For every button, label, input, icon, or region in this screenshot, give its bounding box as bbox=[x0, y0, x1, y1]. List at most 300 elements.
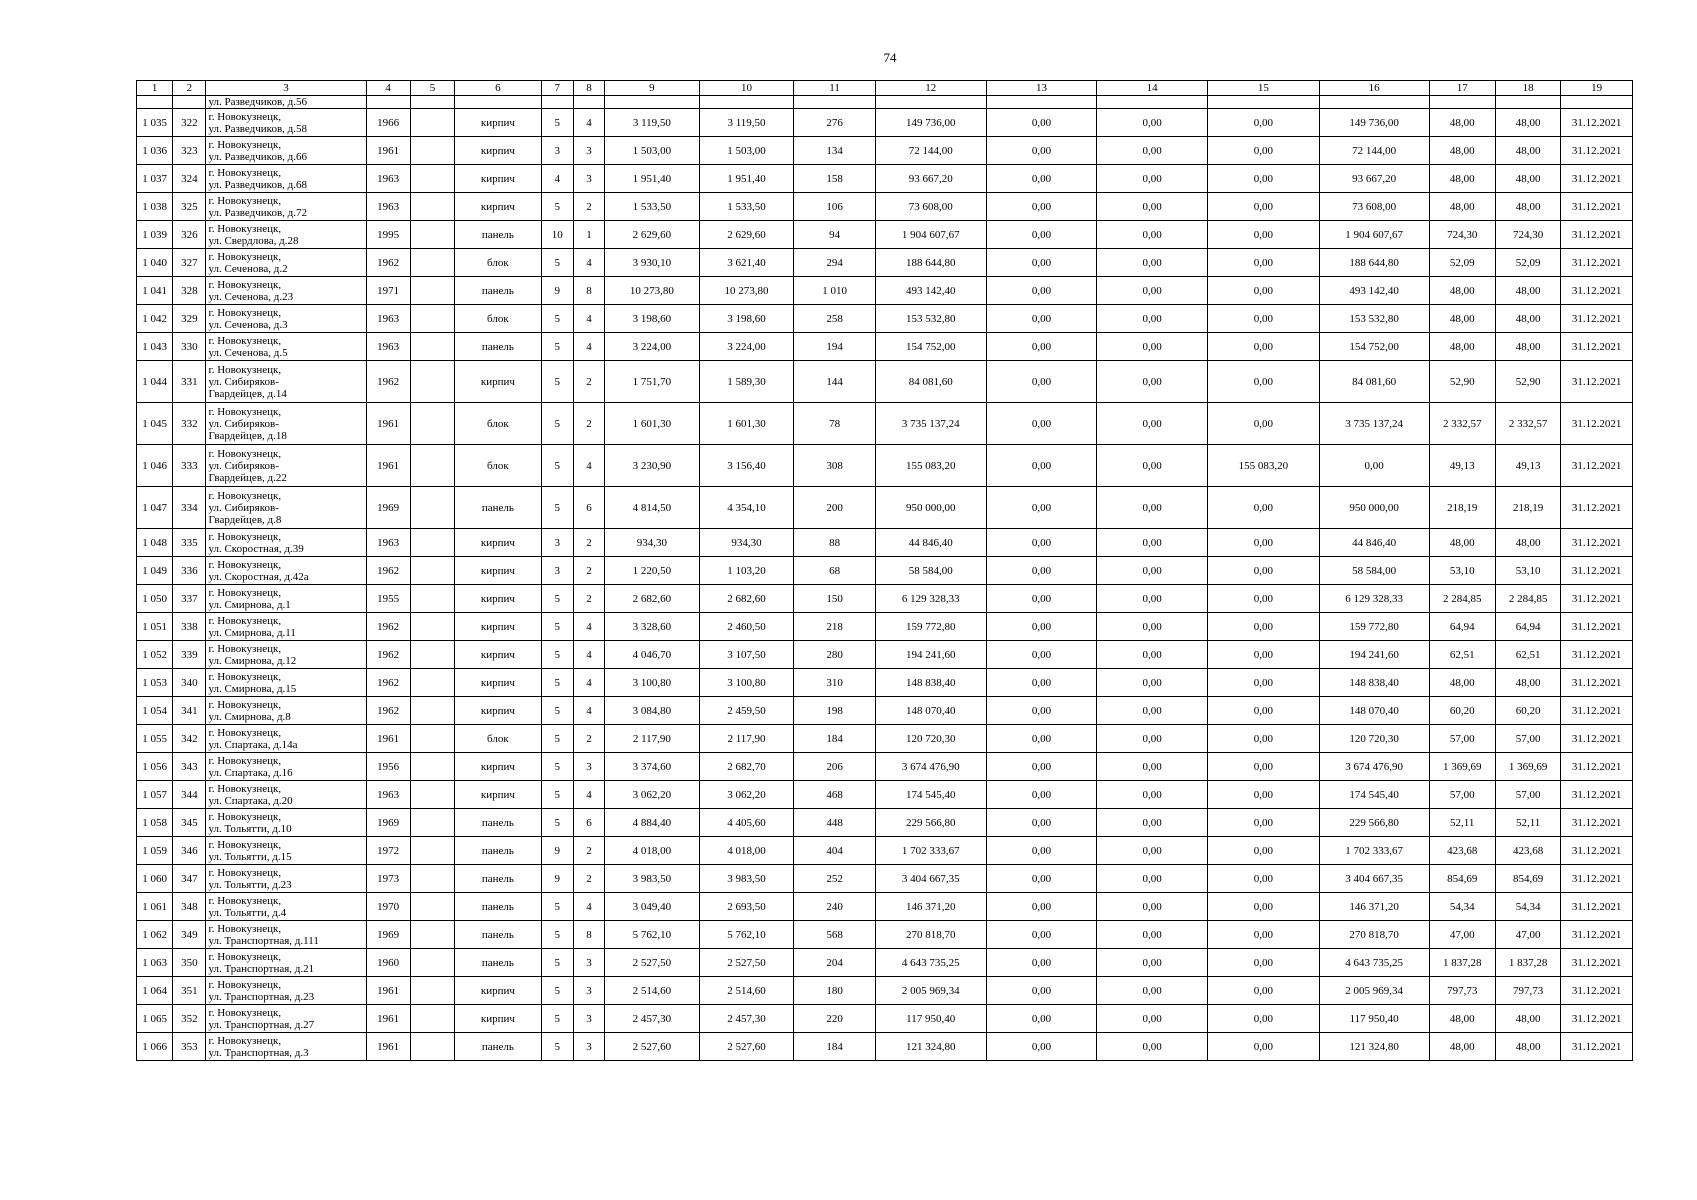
cell-col-2: 328 bbox=[173, 277, 206, 305]
cell-col-14: 0,00 bbox=[1097, 641, 1208, 669]
cell-col-12: 149 736,00 bbox=[875, 109, 986, 137]
cell-col-12: 84 081,60 bbox=[875, 361, 986, 403]
column-header-1: 1 bbox=[137, 81, 173, 96]
cell-col-9: 3 230,90 bbox=[605, 445, 700, 487]
cell-col-1: 1 063 bbox=[137, 949, 173, 977]
cell-col-16: 6 129 328,33 bbox=[1319, 585, 1429, 613]
cell-col-6: панель bbox=[455, 487, 542, 529]
column-header-2: 2 bbox=[173, 81, 206, 96]
cell-col-1: 1 035 bbox=[137, 109, 173, 137]
cell-col-15: 0,00 bbox=[1208, 193, 1320, 221]
cell-col-15: 0,00 bbox=[1208, 305, 1320, 333]
cell-col-1: 1 054 bbox=[137, 697, 173, 725]
cell-col-5 bbox=[410, 893, 454, 921]
cell-col-10: 3 119,50 bbox=[699, 109, 794, 137]
cell-col-9: 2 457,30 bbox=[605, 1005, 700, 1033]
cell-col-15 bbox=[1208, 96, 1320, 109]
cell-col-18: 48,00 bbox=[1495, 277, 1560, 305]
table-row bbox=[137, 669, 1633, 697]
cell-col-7: 5 bbox=[541, 333, 573, 361]
cell-col-9: 2 527,50 bbox=[605, 949, 700, 977]
cell-col-7: 5 bbox=[541, 445, 573, 487]
cell-col-18: 48,00 bbox=[1495, 165, 1560, 193]
cell-col-1: 1 046 bbox=[137, 445, 173, 487]
cell-col-7: 5 bbox=[541, 977, 573, 1005]
cell-col-9: 4 046,70 bbox=[605, 641, 700, 669]
cell-col-18: 48,00 bbox=[1495, 529, 1560, 557]
cell-col-19: 31.12.2021 bbox=[1561, 487, 1633, 529]
cell-col-6: блок bbox=[455, 445, 542, 487]
cell-col-12: 154 752,00 bbox=[875, 333, 986, 361]
cell-col-12: 3 404 667,35 bbox=[875, 865, 986, 893]
cell-col-18: 62,51 bbox=[1495, 641, 1560, 669]
cell-col-3: г. Новокузнецк, ул. Транспортная, д.3 bbox=[206, 1033, 366, 1061]
cell-col-8: 4 bbox=[573, 249, 604, 277]
cell-col-9: 1 951,40 bbox=[605, 165, 700, 193]
cell-col-15: 0,00 bbox=[1208, 921, 1320, 949]
cell-col-3: г. Новокузнецк, ул. Сибиряков- Гвардейцев, д.14 bbox=[206, 361, 366, 403]
cell-col-6: кирпич bbox=[455, 977, 542, 1005]
cell-col-6: панель bbox=[455, 1033, 542, 1061]
cell-col-8: 4 bbox=[573, 109, 604, 137]
cell-col-19: 31.12.2021 bbox=[1561, 109, 1633, 137]
cell-col-4: 1963 bbox=[366, 305, 410, 333]
cell-col-6: кирпич bbox=[455, 361, 542, 403]
cell-col-18: 48,00 bbox=[1495, 669, 1560, 697]
cell-col-13 bbox=[986, 96, 1097, 109]
table-body bbox=[137, 96, 1633, 1061]
cell-col-12: 270 818,70 bbox=[875, 921, 986, 949]
cell-col-1: 1 039 bbox=[137, 221, 173, 249]
cell-col-11: 294 bbox=[794, 249, 876, 277]
cell-col-9: 2 629,60 bbox=[605, 221, 700, 249]
cell-col-19: 31.12.2021 bbox=[1561, 137, 1633, 165]
cell-col-2: 325 bbox=[173, 193, 206, 221]
cell-col-14: 0,00 bbox=[1097, 781, 1208, 809]
cell-col-16: 194 241,60 bbox=[1319, 641, 1429, 669]
cell-col-11: 252 bbox=[794, 865, 876, 893]
cell-col-5 bbox=[410, 557, 454, 585]
cell-col-11: 310 bbox=[794, 669, 876, 697]
cell-col-13: 0,00 bbox=[986, 277, 1097, 305]
cell-col-6: кирпич bbox=[455, 641, 542, 669]
cell-col-19: 31.12.2021 bbox=[1561, 669, 1633, 697]
cell-col-5 bbox=[410, 221, 454, 249]
cell-col-18: 48,00 bbox=[1495, 305, 1560, 333]
cell-col-3: г. Новокузнецк, ул. Сибиряков- Гвардейцев, д.22 bbox=[206, 445, 366, 487]
cell-col-17: 52,90 bbox=[1429, 361, 1495, 403]
cell-col-9: 3 930,10 bbox=[605, 249, 700, 277]
cell-col-18: 48,00 bbox=[1495, 109, 1560, 137]
cell-col-11: 568 bbox=[794, 921, 876, 949]
cell-col-2: 341 bbox=[173, 697, 206, 725]
table-row bbox=[137, 697, 1633, 725]
cell-col-5 bbox=[410, 641, 454, 669]
cell-col-5 bbox=[410, 109, 454, 137]
cell-col-11: 404 bbox=[794, 837, 876, 865]
cell-col-16: 3 404 667,35 bbox=[1319, 865, 1429, 893]
cell-col-8: 4 bbox=[573, 697, 604, 725]
cell-col-17: 48,00 bbox=[1429, 193, 1495, 221]
cell-col-3: г. Новокузнецк, ул. Смирнова, д.11 bbox=[206, 613, 366, 641]
cell-col-6: кирпич bbox=[455, 781, 542, 809]
column-header-15: 15 bbox=[1208, 81, 1320, 96]
cell-col-2: 327 bbox=[173, 249, 206, 277]
cell-col-13: 0,00 bbox=[986, 557, 1097, 585]
cell-col-15: 0,00 bbox=[1208, 697, 1320, 725]
cell-col-15: 0,00 bbox=[1208, 641, 1320, 669]
cell-col-6: панель bbox=[455, 893, 542, 921]
table-row bbox=[137, 165, 1633, 193]
cell-col-14: 0,00 bbox=[1097, 137, 1208, 165]
cell-col-15: 0,00 bbox=[1208, 403, 1320, 445]
cell-col-8: 4 bbox=[573, 893, 604, 921]
cell-col-14: 0,00 bbox=[1097, 557, 1208, 585]
cell-col-2: 326 bbox=[173, 221, 206, 249]
cell-col-15: 0,00 bbox=[1208, 487, 1320, 529]
cell-col-5 bbox=[410, 837, 454, 865]
cell-col-2: 351 bbox=[173, 977, 206, 1005]
cell-col-10: 2 682,60 bbox=[699, 585, 794, 613]
cell-col-12: 155 083,20 bbox=[875, 445, 986, 487]
cell-col-9: 3 328,60 bbox=[605, 613, 700, 641]
cell-col-4: 1963 bbox=[366, 193, 410, 221]
cell-col-5 bbox=[410, 487, 454, 529]
cell-col-5 bbox=[410, 403, 454, 445]
cell-col-14: 0,00 bbox=[1097, 837, 1208, 865]
table-row bbox=[137, 249, 1633, 277]
cell-col-8: 3 bbox=[573, 137, 604, 165]
cell-col-4: 1961 bbox=[366, 1033, 410, 1061]
cell-col-3: г. Новокузнецк, ул. Спартака, д.14а bbox=[206, 725, 366, 753]
cell-col-12: 3 674 476,90 bbox=[875, 753, 986, 781]
cell-col-13: 0,00 bbox=[986, 865, 1097, 893]
cell-col-17: 797,73 bbox=[1429, 977, 1495, 1005]
cell-col-9: 5 762,10 bbox=[605, 921, 700, 949]
cell-col-12: 493 142,40 bbox=[875, 277, 986, 305]
cell-col-7: 9 bbox=[541, 277, 573, 305]
cell-col-4: 1995 bbox=[366, 221, 410, 249]
cell-col-18: 48,00 bbox=[1495, 137, 1560, 165]
cell-col-12: 6 129 328,33 bbox=[875, 585, 986, 613]
cell-col-15: 0,00 bbox=[1208, 333, 1320, 361]
cell-col-2: 331 bbox=[173, 361, 206, 403]
cell-col-18: 797,73 bbox=[1495, 977, 1560, 1005]
cell-col-12: 148 070,40 bbox=[875, 697, 986, 725]
cell-col-3: г. Новокузнецк, ул. Сибиряков- Гвардейцев, д.8 bbox=[206, 487, 366, 529]
cell-col-18: 48,00 bbox=[1495, 1005, 1560, 1033]
cell-col-18: 53,10 bbox=[1495, 557, 1560, 585]
table-row bbox=[137, 893, 1633, 921]
cell-col-3: г. Новокузнецк, ул. Сеченова, д.3 bbox=[206, 305, 366, 333]
cell-col-7: 5 bbox=[541, 949, 573, 977]
cell-col-2: 347 bbox=[173, 865, 206, 893]
cell-col-4: 1971 bbox=[366, 277, 410, 305]
cell-col-15: 0,00 bbox=[1208, 137, 1320, 165]
cell-col-2: 343 bbox=[173, 753, 206, 781]
cell-col-16: 148 070,40 bbox=[1319, 697, 1429, 725]
cell-col-17: 423,68 bbox=[1429, 837, 1495, 865]
table-row bbox=[137, 585, 1633, 613]
cell-col-16: 72 144,00 bbox=[1319, 137, 1429, 165]
cell-col-9: 4 884,40 bbox=[605, 809, 700, 837]
cell-col-13: 0,00 bbox=[986, 669, 1097, 697]
cell-col-5 bbox=[410, 781, 454, 809]
cell-col-17: 62,51 bbox=[1429, 641, 1495, 669]
cell-col-8: 3 bbox=[573, 949, 604, 977]
cell-col-16: 120 720,30 bbox=[1319, 725, 1429, 753]
cell-col-3: г. Новокузнецк, ул. Разведчиков, д.68 bbox=[206, 165, 366, 193]
cell-col-9: 10 273,80 bbox=[605, 277, 700, 305]
cell-col-3: г. Новокузнецк, ул. Разведчиков, д.66 bbox=[206, 137, 366, 165]
cell-col-15: 0,00 bbox=[1208, 669, 1320, 697]
cell-col-18: 2 284,85 bbox=[1495, 585, 1560, 613]
cell-col-6: кирпич bbox=[455, 557, 542, 585]
cell-col-4: 1962 bbox=[366, 697, 410, 725]
cell-col-11: 134 bbox=[794, 137, 876, 165]
cell-col-11: 448 bbox=[794, 809, 876, 837]
cell-col-4: 1962 bbox=[366, 613, 410, 641]
cell-col-8: 3 bbox=[573, 1033, 604, 1061]
cell-col-19: 31.12.2021 bbox=[1561, 403, 1633, 445]
cell-col-10: 4 405,60 bbox=[699, 809, 794, 837]
cell-col-18: 54,34 bbox=[1495, 893, 1560, 921]
cell-col-1: 1 064 bbox=[137, 977, 173, 1005]
cell-col-5 bbox=[410, 921, 454, 949]
cell-col-16: 950 000,00 bbox=[1319, 487, 1429, 529]
cell-col-15: 0,00 bbox=[1208, 837, 1320, 865]
cell-col-5 bbox=[410, 669, 454, 697]
column-header-19: 19 bbox=[1561, 81, 1633, 96]
cell-col-18: 1 837,28 bbox=[1495, 949, 1560, 977]
cell-col-5 bbox=[410, 809, 454, 837]
cell-col-11: 184 bbox=[794, 725, 876, 753]
cell-col-19: 31.12.2021 bbox=[1561, 781, 1633, 809]
cell-col-6: панель bbox=[455, 865, 542, 893]
table-row bbox=[137, 305, 1633, 333]
cell-col-18: 48,00 bbox=[1495, 333, 1560, 361]
cell-col-2: 340 bbox=[173, 669, 206, 697]
cell-col-12: 73 608,00 bbox=[875, 193, 986, 221]
cell-col-6: блок bbox=[455, 725, 542, 753]
cell-col-11: 220 bbox=[794, 1005, 876, 1033]
cell-col-5 bbox=[410, 305, 454, 333]
cell-col-19: 31.12.2021 bbox=[1561, 361, 1633, 403]
cell-col-16: 154 752,00 bbox=[1319, 333, 1429, 361]
cell-col-2: 334 bbox=[173, 487, 206, 529]
cell-col-9: 3 374,60 bbox=[605, 753, 700, 781]
cell-col-5 bbox=[410, 445, 454, 487]
cell-col-5 bbox=[410, 585, 454, 613]
cell-col-19: 31.12.2021 bbox=[1561, 445, 1633, 487]
cell-col-12 bbox=[875, 96, 986, 109]
cell-col-16: 84 081,60 bbox=[1319, 361, 1429, 403]
cell-col-3: г. Новокузнецк, ул. Разведчиков, д.58 bbox=[206, 109, 366, 137]
table-row bbox=[137, 1005, 1633, 1033]
cell-col-5 bbox=[410, 529, 454, 557]
cell-col-11: 88 bbox=[794, 529, 876, 557]
table-row bbox=[137, 221, 1633, 249]
cell-col-3: г. Новокузнецк, ул. Сеченова, д.23 bbox=[206, 277, 366, 305]
cell-col-12: 229 566,80 bbox=[875, 809, 986, 837]
cell-col-10: 2 460,50 bbox=[699, 613, 794, 641]
table-row bbox=[137, 333, 1633, 361]
cell-col-12: 1 702 333,67 bbox=[875, 837, 986, 865]
cell-col-14: 0,00 bbox=[1097, 221, 1208, 249]
table-row bbox=[137, 403, 1633, 445]
cell-col-16: 188 644,80 bbox=[1319, 249, 1429, 277]
cell-col-9: 3 119,50 bbox=[605, 109, 700, 137]
cell-col-17: 48,00 bbox=[1429, 529, 1495, 557]
cell-col-5 bbox=[410, 277, 454, 305]
cell-col-15: 0,00 bbox=[1208, 781, 1320, 809]
cell-col-16: 153 532,80 bbox=[1319, 305, 1429, 333]
cell-col-8: 2 bbox=[573, 403, 604, 445]
cell-col-3: г. Новокузнецк, ул. Сеченова, д.5 bbox=[206, 333, 366, 361]
cell-col-10: 2 629,60 bbox=[699, 221, 794, 249]
cell-col-15: 0,00 bbox=[1208, 109, 1320, 137]
cell-col-11: 258 bbox=[794, 305, 876, 333]
cell-col-17: 48,00 bbox=[1429, 137, 1495, 165]
cell-col-18: 218,19 bbox=[1495, 487, 1560, 529]
cell-col-8: 4 bbox=[573, 613, 604, 641]
cell-col-1: 1 058 bbox=[137, 809, 173, 837]
table-row bbox=[137, 557, 1633, 585]
cell-col-17: 2 332,57 bbox=[1429, 403, 1495, 445]
cell-col-14 bbox=[1097, 96, 1208, 109]
cell-col-19: 31.12.2021 bbox=[1561, 1005, 1633, 1033]
cell-col-19: 31.12.2021 bbox=[1561, 1033, 1633, 1061]
cell-col-11 bbox=[794, 96, 876, 109]
column-header-7: 7 bbox=[541, 81, 573, 96]
cell-col-19: 31.12.2021 bbox=[1561, 613, 1633, 641]
cell-col-3: г. Новокузнецк, ул. Тольятти, д.23 bbox=[206, 865, 366, 893]
cell-col-3: г. Новокузнецк, ул. Транспортная, д.23 bbox=[206, 977, 366, 1005]
cell-col-14: 0,00 bbox=[1097, 333, 1208, 361]
cell-col-12: 117 950,40 bbox=[875, 1005, 986, 1033]
cell-col-11: 144 bbox=[794, 361, 876, 403]
cell-col-19: 31.12.2021 bbox=[1561, 753, 1633, 781]
cell-col-3: г. Новокузнецк, ул. Сеченова, д.2 bbox=[206, 249, 366, 277]
cell-col-18: 1 369,69 bbox=[1495, 753, 1560, 781]
cell-col-7: 5 bbox=[541, 109, 573, 137]
cell-col-14: 0,00 bbox=[1097, 949, 1208, 977]
cell-col-12: 194 241,60 bbox=[875, 641, 986, 669]
cell-col-6: блок bbox=[455, 305, 542, 333]
cell-col-4: 1961 bbox=[366, 445, 410, 487]
cell-col-10: 3 062,20 bbox=[699, 781, 794, 809]
cell-col-15: 0,00 bbox=[1208, 753, 1320, 781]
cell-col-6: кирпич bbox=[455, 193, 542, 221]
table-row bbox=[137, 725, 1633, 753]
cell-col-9: 4 018,00 bbox=[605, 837, 700, 865]
cell-col-11: 180 bbox=[794, 977, 876, 1005]
cell-col-18: 2 332,57 bbox=[1495, 403, 1560, 445]
cell-col-19: 31.12.2021 bbox=[1561, 865, 1633, 893]
cell-col-1: 1 040 bbox=[137, 249, 173, 277]
cell-col-8: 3 bbox=[573, 165, 604, 193]
table-row bbox=[137, 865, 1633, 893]
column-header-8: 8 bbox=[573, 81, 604, 96]
cell-col-7: 9 bbox=[541, 865, 573, 893]
cell-col-16: 73 608,00 bbox=[1319, 193, 1429, 221]
cell-col-11: 150 bbox=[794, 585, 876, 613]
cell-col-6: панель bbox=[455, 277, 542, 305]
cell-col-9: 1 601,30 bbox=[605, 403, 700, 445]
cell-col-8: 4 bbox=[573, 781, 604, 809]
cell-col-10: 5 762,10 bbox=[699, 921, 794, 949]
cell-col-19 bbox=[1561, 96, 1633, 109]
cell-col-17: 48,00 bbox=[1429, 109, 1495, 137]
cell-col-2: 324 bbox=[173, 165, 206, 193]
cell-col-15: 0,00 bbox=[1208, 529, 1320, 557]
cell-col-15: 0,00 bbox=[1208, 809, 1320, 837]
cell-col-10: 4 018,00 bbox=[699, 837, 794, 865]
cell-col-1: 1 051 bbox=[137, 613, 173, 641]
cell-col-15: 0,00 bbox=[1208, 613, 1320, 641]
table-row bbox=[137, 977, 1633, 1005]
cell-col-12: 93 667,20 bbox=[875, 165, 986, 193]
cell-col-10: 3 224,00 bbox=[699, 333, 794, 361]
cell-col-8: 6 bbox=[573, 487, 604, 529]
cell-col-6: кирпич bbox=[455, 585, 542, 613]
cell-col-11: 184 bbox=[794, 1033, 876, 1061]
cell-col-14: 0,00 bbox=[1097, 403, 1208, 445]
cell-col-2: 350 bbox=[173, 949, 206, 977]
cell-col-18: 47,00 bbox=[1495, 921, 1560, 949]
cell-col-6: панель bbox=[455, 837, 542, 865]
cell-col-1 bbox=[137, 96, 173, 109]
table-row bbox=[137, 641, 1633, 669]
cell-col-14: 0,00 bbox=[1097, 1033, 1208, 1061]
cell-col-18: 854,69 bbox=[1495, 865, 1560, 893]
cell-col-16: 2 005 969,34 bbox=[1319, 977, 1429, 1005]
cell-col-5 bbox=[410, 949, 454, 977]
cell-col-9: 1 220,50 bbox=[605, 557, 700, 585]
cell-col-10: 3 107,50 bbox=[699, 641, 794, 669]
cell-col-13: 0,00 bbox=[986, 641, 1097, 669]
cell-col-1: 1 042 bbox=[137, 305, 173, 333]
table-row bbox=[137, 1033, 1633, 1061]
cell-col-17: 48,00 bbox=[1429, 305, 1495, 333]
cell-col-17: 54,34 bbox=[1429, 893, 1495, 921]
cell-col-8: 2 bbox=[573, 529, 604, 557]
cell-col-6: панель bbox=[455, 809, 542, 837]
cell-col-16: 3 735 137,24 bbox=[1319, 403, 1429, 445]
cell-col-7: 5 bbox=[541, 781, 573, 809]
cell-col-3: г. Новокузнецк, ул. Разведчиков, д.72 bbox=[206, 193, 366, 221]
cell-col-2: 349 bbox=[173, 921, 206, 949]
cell-col-15: 0,00 bbox=[1208, 949, 1320, 977]
cell-col-6: кирпич bbox=[455, 753, 542, 781]
cell-col-19: 31.12.2021 bbox=[1561, 249, 1633, 277]
cell-col-7: 10 bbox=[541, 221, 573, 249]
cell-col-17: 57,00 bbox=[1429, 781, 1495, 809]
cell-col-15: 0,00 bbox=[1208, 557, 1320, 585]
cell-col-11: 276 bbox=[794, 109, 876, 137]
cell-col-14: 0,00 bbox=[1097, 613, 1208, 641]
cell-col-10: 2 457,30 bbox=[699, 1005, 794, 1033]
cell-col-6: кирпич bbox=[455, 613, 542, 641]
cell-col-13: 0,00 bbox=[986, 697, 1097, 725]
cell-col-5 bbox=[410, 193, 454, 221]
cell-col-1: 1 043 bbox=[137, 333, 173, 361]
cell-col-14: 0,00 bbox=[1097, 277, 1208, 305]
cell-col-7: 5 bbox=[541, 361, 573, 403]
cell-col-13: 0,00 bbox=[986, 613, 1097, 641]
cell-col-18: 49,13 bbox=[1495, 445, 1560, 487]
cell-col-15: 0,00 bbox=[1208, 1033, 1320, 1061]
